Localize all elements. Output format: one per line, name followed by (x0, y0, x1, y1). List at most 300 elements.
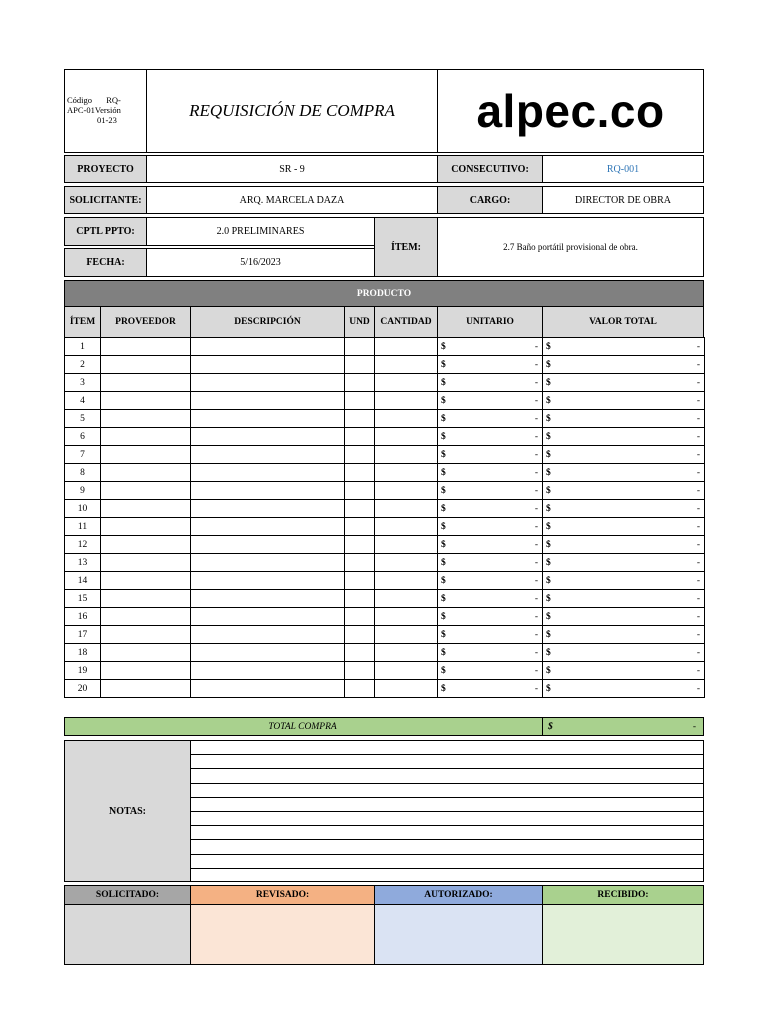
row-unitario-cell[interactable] (438, 374, 543, 392)
row-proveedor-cell[interactable] (101, 626, 191, 644)
amount-value: - (534, 395, 538, 406)
row-cantidad-cell[interactable] (375, 482, 438, 500)
row-item-number: 17 (65, 626, 101, 644)
currency-symbol: $ (441, 611, 446, 622)
row-valor-total-cell[interactable] (543, 572, 705, 590)
logo-box (437, 69, 704, 153)
row-descripcion-cell[interactable] (191, 428, 345, 446)
amount-value: - (696, 647, 700, 658)
company-logo: alpec.co (476, 85, 665, 137)
row-cantidad-cell[interactable] (375, 374, 438, 392)
amount-value: - (534, 647, 538, 658)
row-valor-total-cell[interactable] (543, 644, 705, 662)
currency-symbol: $ (546, 377, 551, 388)
currency-symbol: $ (546, 593, 551, 604)
row-unitario-amount (438, 576, 542, 586)
table-row (65, 410, 705, 428)
row-proveedor-cell[interactable] (101, 680, 191, 698)
row-cantidad-cell[interactable] (375, 536, 438, 554)
amount-value: - (534, 449, 538, 460)
fecha-label: FECHA: (64, 248, 147, 277)
row-descripcion-cell[interactable] (191, 392, 345, 410)
amount-value: - (534, 593, 538, 604)
table-row (65, 644, 705, 662)
row-valor-total-amount (543, 648, 704, 658)
row-und-cell[interactable] (345, 590, 375, 608)
row-proveedor-cell[interactable] (101, 500, 191, 518)
row-proveedor-cell[interactable] (101, 446, 191, 464)
amount-value: - (534, 431, 538, 442)
row-valor-total-amount (543, 468, 704, 478)
amount-value: - (696, 467, 700, 478)
amount-value: - (534, 377, 538, 388)
row-unitario-amount (438, 630, 542, 640)
currency-symbol: $ (441, 629, 446, 640)
currency-symbol: $ (546, 521, 551, 532)
row-unitario-amount (438, 468, 542, 478)
row-item-number: 9 (65, 482, 101, 500)
row-und-cell[interactable] (345, 356, 375, 374)
total-compra-label: TOTAL COMPRA (268, 721, 337, 732)
consecutivo-label: CONSECUTIVO: (437, 155, 543, 183)
row-item-number: 6 (65, 428, 101, 446)
row-cantidad-cell[interactable] (375, 608, 438, 626)
row-item-number: 12 (65, 536, 101, 554)
currency-symbol: $ (441, 431, 446, 442)
autorizado-header: AUTORIZADO: (374, 885, 543, 905)
currency-symbol: $ (546, 449, 551, 460)
row-unitario-cell[interactable] (438, 356, 543, 374)
row-und-cell[interactable] (345, 392, 375, 410)
amount-value: - (534, 359, 538, 370)
row-valor-total-amount (543, 486, 704, 496)
row-unitario-amount (438, 684, 542, 694)
table-row (65, 626, 705, 644)
row-valor-total-amount (543, 396, 704, 406)
table-row (65, 590, 705, 608)
amount-value: - (534, 611, 538, 622)
row-valor-total-amount (543, 612, 704, 622)
row-valor-total-cell[interactable] (543, 500, 705, 518)
row-unitario-cell[interactable] (438, 626, 543, 644)
row-item-number: 7 (65, 446, 101, 464)
row-valor-total-cell[interactable] (543, 464, 705, 482)
row-proveedor-cell[interactable] (101, 590, 191, 608)
row-valor-total-cell[interactable] (543, 554, 705, 572)
currency-symbol: $ (441, 413, 446, 424)
row-valor-total-cell[interactable] (543, 518, 705, 536)
row-proveedor-cell[interactable] (101, 392, 191, 410)
row-valor-total-cell[interactable] (543, 374, 705, 392)
amount-value: - (534, 575, 538, 586)
row-proveedor-cell[interactable] (101, 464, 191, 482)
col-header-unitario: UNITARIO (437, 306, 543, 338)
col-header-und: UND (344, 306, 375, 338)
row-proveedor-cell[interactable] (101, 518, 191, 536)
amount-value: - (696, 485, 700, 496)
row-unitario-cell[interactable] (438, 554, 543, 572)
currency-symbol: $ (441, 449, 446, 460)
solicitado-signature-box[interactable] (64, 904, 191, 965)
col-header-valor-total: VALOR TOTAL (542, 306, 704, 338)
amount-value: - (534, 629, 538, 640)
row-valor-total-cell[interactable] (543, 410, 705, 428)
row-unitario-cell[interactable] (438, 338, 543, 356)
table-row (65, 464, 705, 482)
row-und-cell[interactable] (345, 626, 375, 644)
product-table (64, 337, 705, 698)
row-cantidad-cell[interactable] (375, 644, 438, 662)
row-unitario-cell[interactable] (438, 644, 543, 662)
row-descripcion-cell[interactable] (191, 554, 345, 572)
row-und-cell[interactable] (345, 536, 375, 554)
row-item-number: 8 (65, 464, 101, 482)
row-valor-total-amount (543, 342, 704, 352)
fecha-field[interactable]: 5/16/2023 (146, 248, 375, 277)
row-unitario-amount (438, 396, 542, 406)
row-unitario-cell[interactable] (438, 464, 543, 482)
row-unitario-amount (438, 612, 542, 622)
row-valor-total-cell[interactable] (543, 626, 705, 644)
form-title-box (146, 69, 438, 153)
row-proveedor-cell[interactable] (101, 572, 191, 590)
item-field[interactable]: 2.7 Baño portátil provisional de obra. (437, 217, 704, 277)
row-unitario-amount (438, 648, 542, 658)
row-cantidad-cell[interactable] (375, 680, 438, 698)
cptl-label: CPTL PPTO: (64, 217, 147, 246)
row-und-cell[interactable] (345, 428, 375, 446)
row-proveedor-cell[interactable] (101, 536, 191, 554)
row-unitario-cell[interactable] (438, 482, 543, 500)
row-descripcion-cell[interactable] (191, 356, 345, 374)
row-descripcion-cell[interactable] (191, 338, 345, 356)
currency-symbol: $ (441, 341, 446, 352)
row-und-cell[interactable] (345, 374, 375, 392)
notas-field[interactable] (190, 740, 704, 882)
row-descripcion-cell[interactable] (191, 446, 345, 464)
row-und-cell[interactable] (345, 572, 375, 590)
row-proveedor-cell[interactable] (101, 410, 191, 428)
row-proveedor-cell[interactable] (101, 482, 191, 500)
amount-value: - (696, 557, 700, 568)
total-compra-value (542, 717, 704, 736)
currency-symbol: $ (546, 629, 551, 640)
row-valor-total-amount (543, 558, 704, 568)
row-valor-total-cell[interactable] (543, 536, 705, 554)
currency-symbol: $ (546, 539, 551, 550)
currency-symbol: $ (441, 647, 446, 658)
recibido-signature-box[interactable] (542, 904, 704, 965)
row-valor-total-cell[interactable] (543, 392, 705, 410)
currency-symbol: $ (546, 413, 551, 424)
row-unitario-amount (438, 540, 542, 550)
row-cantidad-cell[interactable] (375, 392, 438, 410)
currency-symbol: $ (546, 359, 551, 370)
row-descripcion-cell[interactable] (191, 662, 345, 680)
row-cantidad-cell[interactable] (375, 518, 438, 536)
amount-value: - (696, 683, 700, 694)
amount-value: - (534, 539, 538, 550)
amount-value: - (534, 557, 538, 568)
row-valor-total-amount (543, 576, 704, 586)
row-cantidad-cell[interactable] (375, 428, 438, 446)
currency-symbol: $ (441, 359, 446, 370)
table-row (65, 356, 705, 374)
row-cantidad-cell[interactable] (375, 446, 438, 464)
row-valor-total-amount (543, 450, 704, 460)
row-und-cell[interactable] (345, 644, 375, 662)
amount-value: - (696, 521, 700, 532)
cargo-field[interactable]: DIRECTOR DE OBRA (542, 186, 704, 214)
total-amount: - (692, 721, 696, 732)
row-item-number: 2 (65, 356, 101, 374)
row-item-number: 20 (65, 680, 101, 698)
autorizado-signature-box[interactable] (374, 904, 543, 965)
version-label: Versión (94, 105, 121, 115)
row-item-number: 3 (65, 374, 101, 392)
row-item-number: 11 (65, 518, 101, 536)
row-descripcion-cell[interactable] (191, 644, 345, 662)
row-valor-total-cell[interactable] (543, 356, 705, 374)
row-unitario-amount (438, 378, 542, 388)
row-unitario-amount (438, 432, 542, 442)
row-valor-total-cell[interactable] (543, 608, 705, 626)
row-valor-total-cell[interactable] (543, 446, 705, 464)
row-valor-total-cell[interactable] (543, 680, 705, 698)
total-currency-symbol: $ (548, 721, 553, 732)
amount-value: - (696, 611, 700, 622)
row-unitario-cell[interactable] (438, 680, 543, 698)
table-row (65, 518, 705, 536)
row-unitario-amount (438, 450, 542, 460)
currency-symbol: $ (441, 557, 446, 568)
cptl-field[interactable]: 2.0 PRELIMINARES (146, 217, 375, 246)
row-cantidad-cell[interactable] (375, 572, 438, 590)
table-row (65, 536, 705, 554)
row-und-cell[interactable] (345, 608, 375, 626)
col-header-proveedor: PROVEEDOR (100, 306, 191, 338)
row-valor-total-amount (543, 360, 704, 370)
col-header-cantidad: CANTIDAD (374, 306, 438, 338)
amount-value: - (696, 377, 700, 388)
revisado-header: REVISADO: (190, 885, 375, 905)
row-item-number: 14 (65, 572, 101, 590)
row-unitario-amount (438, 342, 542, 352)
row-unitario-amount (438, 486, 542, 496)
codigo-value-2: APC-01 (67, 105, 95, 115)
currency-symbol: $ (441, 665, 446, 676)
row-valor-total-cell[interactable] (543, 590, 705, 608)
row-unitario-cell[interactable] (438, 392, 543, 410)
row-item-number: 4 (65, 392, 101, 410)
amount-value: - (534, 485, 538, 496)
solicitante-field[interactable]: ARQ. MARCELA DAZA (146, 186, 438, 214)
amount-value: - (534, 665, 538, 676)
amount-value: - (534, 413, 538, 424)
row-proveedor-cell[interactable] (101, 338, 191, 356)
row-descripcion-cell[interactable] (191, 374, 345, 392)
amount-value: - (534, 467, 538, 478)
row-descripcion-cell[interactable] (191, 536, 345, 554)
row-descripcion-cell[interactable] (191, 572, 345, 590)
row-und-cell[interactable] (345, 338, 375, 356)
row-valor-total-amount (543, 684, 704, 694)
row-proveedor-cell[interactable] (101, 554, 191, 572)
amount-value: - (696, 395, 700, 406)
row-valor-total-amount (543, 378, 704, 388)
row-proveedor-cell[interactable] (101, 356, 191, 374)
row-proveedor-cell[interactable] (101, 644, 191, 662)
row-descripcion-cell[interactable] (191, 608, 345, 626)
row-descripcion-cell[interactable] (191, 590, 345, 608)
row-descripcion-cell[interactable] (191, 464, 345, 482)
row-und-cell[interactable] (345, 518, 375, 536)
row-valor-total-amount (543, 414, 704, 424)
row-item-number: 13 (65, 554, 101, 572)
row-valor-total-cell[interactable] (543, 662, 705, 680)
row-und-cell[interactable] (345, 410, 375, 428)
row-descripcion-cell[interactable] (191, 626, 345, 644)
row-valor-total-amount (543, 504, 704, 514)
col-header-item: ÍTEM (64, 306, 101, 338)
row-proveedor-cell[interactable] (101, 428, 191, 446)
row-cantidad-cell[interactable] (375, 356, 438, 374)
row-unitario-amount (438, 360, 542, 370)
amount-value: - (696, 503, 700, 514)
cargo-label: CARGO: (437, 186, 543, 214)
row-descripcion-cell[interactable] (191, 680, 345, 698)
currency-symbol: $ (441, 503, 446, 514)
row-proveedor-cell[interactable] (101, 662, 191, 680)
table-row (65, 572, 705, 590)
row-descripcion-cell[interactable] (191, 410, 345, 428)
currency-symbol: $ (441, 395, 446, 406)
row-valor-total-cell[interactable] (543, 428, 705, 446)
table-row (65, 374, 705, 392)
row-descripcion-cell[interactable] (191, 482, 345, 500)
row-cantidad-cell[interactable] (375, 554, 438, 572)
amount-value: - (696, 341, 700, 352)
amount-value: - (696, 593, 700, 604)
amount-value: - (696, 413, 700, 424)
row-cantidad-cell[interactable] (375, 662, 438, 680)
row-und-cell[interactable] (345, 464, 375, 482)
row-item-number: 19 (65, 662, 101, 680)
currency-symbol: $ (546, 575, 551, 586)
amount-value: - (534, 521, 538, 532)
amount-value: - (696, 359, 700, 370)
code-version-box (64, 69, 147, 153)
item-label: ÍTEM: (374, 217, 438, 277)
row-unitario-cell[interactable] (438, 590, 543, 608)
currency-symbol: $ (546, 431, 551, 442)
proyecto-field[interactable]: SR - 9 (146, 155, 438, 183)
row-und-cell[interactable] (345, 662, 375, 680)
row-proveedor-cell[interactable] (101, 608, 191, 626)
currency-symbol: $ (546, 557, 551, 568)
row-unitario-cell[interactable] (438, 608, 543, 626)
currency-symbol: $ (546, 611, 551, 622)
row-item-number: 10 (65, 500, 101, 518)
row-item-number: 1 (65, 338, 101, 356)
currency-symbol: $ (441, 521, 446, 532)
row-und-cell[interactable] (345, 500, 375, 518)
currency-symbol: $ (546, 485, 551, 496)
row-descripcion-cell[interactable] (191, 518, 345, 536)
row-cantidad-cell[interactable] (375, 626, 438, 644)
proyecto-label: PROYECTO (64, 155, 147, 183)
row-valor-total-amount (543, 594, 704, 604)
row-proveedor-cell[interactable] (101, 374, 191, 392)
currency-symbol: $ (441, 539, 446, 550)
row-und-cell[interactable] (345, 446, 375, 464)
table-row (65, 392, 705, 410)
row-unitario-cell[interactable] (438, 410, 543, 428)
row-unitario-cell[interactable] (438, 662, 543, 680)
row-und-cell[interactable] (345, 482, 375, 500)
revisado-signature-box[interactable] (190, 904, 375, 965)
row-unitario-cell[interactable] (438, 428, 543, 446)
table-row (65, 680, 705, 698)
row-cantidad-cell[interactable] (375, 464, 438, 482)
version-value: 01-23 (97, 115, 117, 125)
amount-value: - (696, 449, 700, 460)
amount-value: - (696, 539, 700, 550)
amount-value: - (696, 431, 700, 442)
row-unitario-cell[interactable] (438, 446, 543, 464)
currency-symbol: $ (546, 503, 551, 514)
row-unitario-amount (438, 666, 542, 676)
row-valor-total-amount (543, 666, 704, 676)
producto-section-title: PRODUCTO (64, 280, 704, 307)
col-header-descripcion: DESCRIPCIÓN (190, 306, 345, 338)
row-und-cell[interactable] (345, 680, 375, 698)
row-item-number: 18 (65, 644, 101, 662)
amount-value: - (696, 575, 700, 586)
row-cantidad-cell[interactable] (375, 590, 438, 608)
row-valor-total-cell[interactable] (543, 338, 705, 356)
row-item-number: 5 (65, 410, 101, 428)
row-descripcion-cell[interactable] (191, 500, 345, 518)
table-row (65, 608, 705, 626)
table-row (65, 500, 705, 518)
row-valor-total-cell[interactable] (543, 482, 705, 500)
row-unitario-cell[interactable] (438, 572, 543, 590)
row-item-number: 15 (65, 590, 101, 608)
consecutivo-field[interactable]: RQ-001 (542, 155, 704, 183)
row-valor-total-amount (543, 432, 704, 442)
recibido-header: RECIBIDO: (542, 885, 704, 905)
currency-symbol: $ (441, 593, 446, 604)
row-unitario-cell[interactable] (438, 518, 543, 536)
row-unitario-cell[interactable] (438, 500, 543, 518)
row-cantidad-cell[interactable] (375, 500, 438, 518)
codigo-value: RQ- (106, 95, 121, 105)
solicitado-header: SOLICITADO: (64, 885, 191, 905)
row-und-cell[interactable] (345, 554, 375, 572)
row-cantidad-cell[interactable] (375, 410, 438, 428)
currency-symbol: $ (546, 665, 551, 676)
codigo-label: Código (67, 95, 93, 105)
currency-symbol: $ (441, 485, 446, 496)
currency-symbol: $ (546, 683, 551, 694)
row-cantidad-cell[interactable] (375, 338, 438, 356)
row-unitario-amount (438, 504, 542, 514)
amount-value: - (696, 629, 700, 640)
row-unitario-cell[interactable] (438, 536, 543, 554)
row-unitario-amount (438, 414, 542, 424)
amount-value: - (534, 683, 538, 694)
